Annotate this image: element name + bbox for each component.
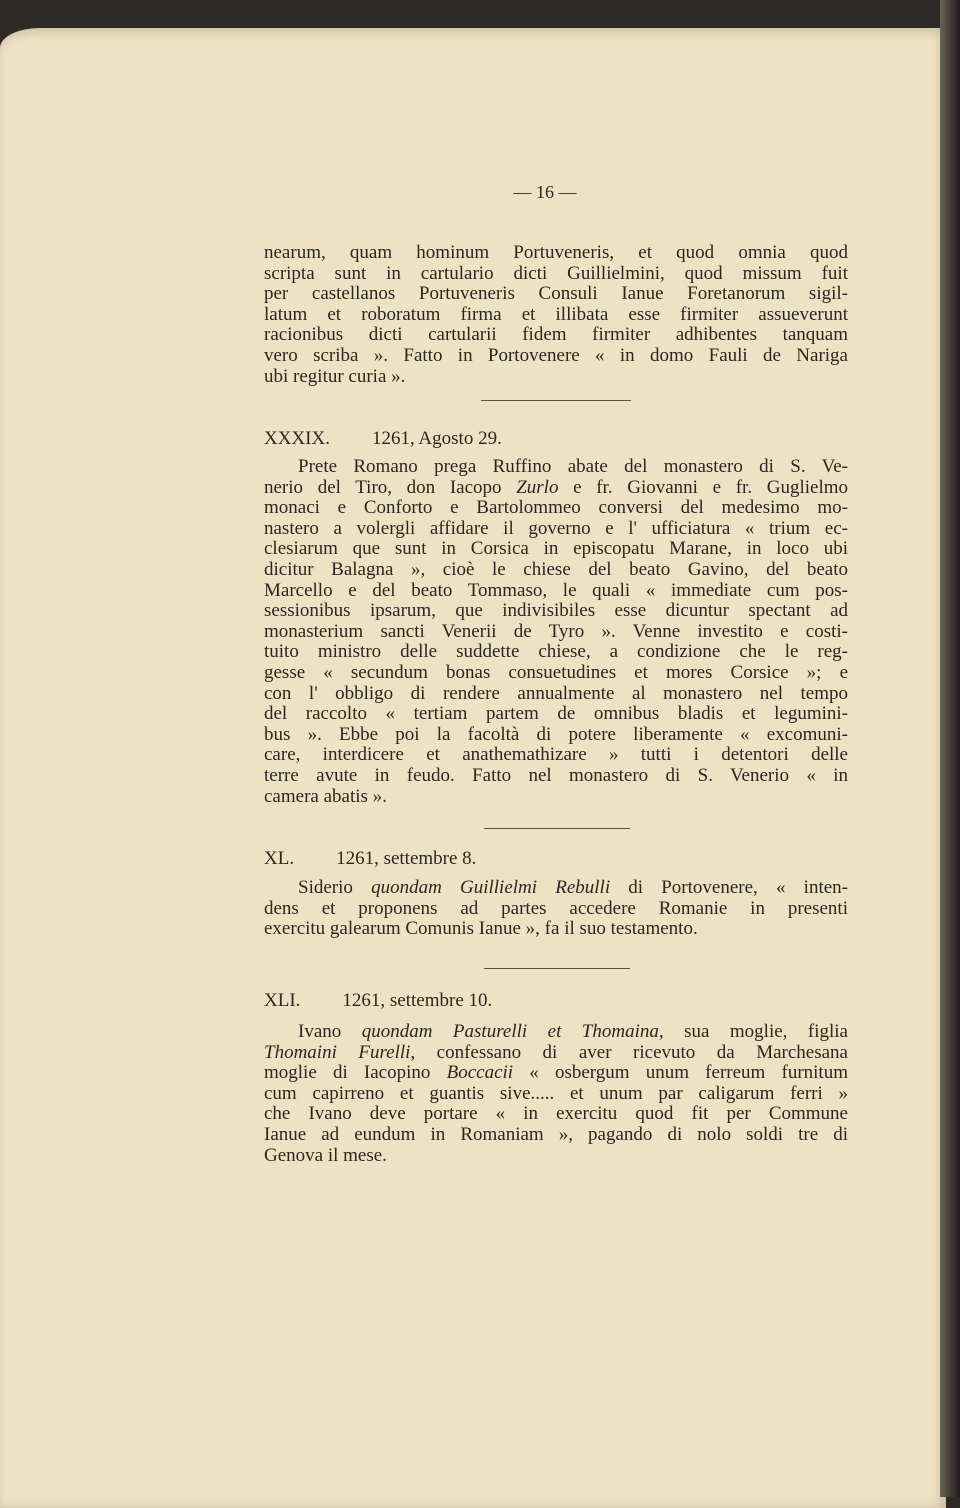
text-line: [264, 899, 848, 920]
book-edge: [940, 0, 960, 1497]
text-line: [264, 919, 848, 940]
text-line: [264, 787, 848, 808]
text-line: [264, 264, 848, 285]
text-segment: Genova il mese.: [264, 1144, 387, 1166]
text-segment: dicitur Balagna », cioè le chiese del beato Gavino, del beato: [264, 558, 848, 580]
text-segment: che Ivano deve portare « in exercitu quod fit per Commune: [264, 1103, 848, 1125]
text-segment: confessano di aver ricevuto da Marchesana: [415, 1041, 848, 1063]
text-line: [264, 1063, 848, 1084]
text-segment: Prete Romano prega Ruffino abate del monastero di S. Ve-: [298, 456, 848, 477]
text-segment: nearum, quam hominum Portuveneris, et quod omnia quod: [264, 242, 848, 263]
italic-text: Zurlo: [516, 476, 559, 498]
text-line: [264, 519, 848, 540]
divider: [481, 400, 631, 401]
text-segment: cum capirreno et guantis sive..... et unum par caligarum ferri »: [264, 1082, 848, 1104]
entry-date: 1261, settembre 10.: [342, 990, 493, 1011]
text-line: [264, 1043, 848, 1064]
text-line: [264, 766, 848, 787]
text-line: [264, 581, 848, 602]
text-line: [264, 601, 848, 622]
text-segment: bus ». Ebbe poi la facoltà di potere liberamente « excomuni-: [264, 723, 848, 745]
entry-paragraph: [264, 457, 848, 807]
text-line: [264, 684, 848, 705]
text-line: [264, 539, 848, 560]
text-line: [264, 745, 848, 766]
italic-text: Boccacii: [446, 1062, 514, 1084]
text-segment: dens et proponens ad partes accedere Romanie in presenti: [264, 897, 848, 919]
text-segment: ubi regitur curia ».: [264, 365, 406, 387]
text-segment: terre avute in feudo. Fatto nel monastero di S. Venerio « in: [264, 764, 848, 786]
text-segment: latum et roboratum firma et illibata esse firmiter assueverunt: [264, 303, 848, 325]
intro-paragraph: [264, 243, 848, 387]
italic-text: quondam Pasturelli et Thomaina,: [361, 1021, 664, 1042]
italic-text: quondam Guillielmi Rebulli: [371, 877, 611, 898]
text-segment: tuito ministro delle suddette chiese, a condizione che le reg-: [264, 641, 848, 663]
entry-date: 1261, settembre 8.: [336, 848, 477, 869]
entry-number: XLI.: [264, 990, 301, 1011]
text-line: [264, 346, 848, 367]
text-segment: gesse « secundum bonas consuetudines et mores Corsice »; e: [264, 661, 848, 683]
text-segment: Siderio: [298, 877, 372, 898]
text-segment: « osbergum unum ferreum furnitum: [513, 1062, 848, 1084]
entry-number: XL.: [264, 848, 295, 869]
text-line: [264, 305, 848, 326]
text-line: [264, 642, 848, 663]
text-line: [264, 498, 848, 519]
text-line: [264, 457, 848, 478]
text-line: [264, 663, 848, 684]
text-segment: scripta sunt in cartulario dicti Guillielmini, quod missum fuit: [264, 262, 848, 284]
entry-date: 1261, Agosto 29.: [371, 428, 502, 449]
text-segment: monaci e Conforto e Bartolommeo conversi del medesimo mo-: [264, 497, 848, 519]
page-number: — 16 —: [513, 182, 577, 202]
text-line: [264, 1146, 848, 1167]
text-line: [264, 725, 848, 746]
text-segment: racionibus dicti cartularii fidem firmiter adhibentes tanquam: [264, 324, 848, 346]
text-segment: di Portovenere, « inten-: [610, 877, 848, 898]
text-line: [264, 1125, 848, 1146]
entry-paragraph: [264, 1022, 848, 1166]
text-segment: e fr. Giovanni e fr. Guglielmo: [558, 476, 848, 498]
text-line: [264, 478, 848, 499]
text-segment: monasterium sancti Venerii de Tyro ». Venne investito e costi-: [264, 620, 848, 642]
text-segment: nastero a volergli affidare il governo e l' ufficiatura « trium ec-: [264, 517, 848, 539]
italic-text: Thomaini Furelli,: [264, 1041, 416, 1063]
text-line: [264, 1104, 848, 1125]
text-segment: del raccolto « tertiam partem de omnibus bladis et legumini-: [264, 703, 848, 725]
text-segment: nerio del Tiro, don Iacopo: [264, 476, 517, 498]
text-segment: Ianue ad eundum in Romaniam », pagando di nolo soldi tre di: [264, 1123, 848, 1145]
text-segment: sessionibus ipsarum, que indivisibiles esse dicuntur spectant ad: [264, 600, 848, 622]
text-line: [264, 284, 848, 305]
text-line: [264, 325, 848, 346]
entry-heading: [264, 990, 492, 1012]
text-segment: con l' obbligo di rendere annualmente al monastero nel tempo: [264, 682, 848, 704]
text-segment: Ivano: [298, 1021, 362, 1042]
text-segment: care, interdicere et anathemathizare » tutti i detentori delle: [264, 744, 848, 766]
text-line: [264, 560, 848, 581]
text-line: [264, 367, 848, 388]
text-segment: clesiarum que sunt in Corsica in episcopatu Marane, in loco ubi: [264, 538, 848, 560]
text-segment: Marcello e del beato Tommaso, le quali « immediate cum pos-: [264, 579, 848, 601]
text-segment: per castellanos Portuveneris Consuli Ianue Foretanorum sigil-: [264, 283, 848, 305]
text-line: [264, 243, 848, 264]
entry-paragraph: [264, 878, 848, 940]
divider: [484, 828, 630, 829]
text-segment: exercitu galearum Comunis Ianue », fa il suo testamento.: [264, 918, 698, 940]
entry-number: XXXIX.: [264, 428, 330, 449]
entry-heading: [264, 848, 476, 870]
text-segment: camera abatis ».: [264, 785, 387, 807]
text-line: [264, 704, 848, 725]
entry-heading: [264, 428, 502, 450]
text-segment: vero scriba ». Fatto in Portovenere « in domo Fauli de Nariga: [264, 344, 848, 366]
text-segment: moglie di Iacopino: [264, 1062, 447, 1084]
text-line: [264, 878, 848, 899]
text-line: [264, 622, 848, 643]
text-line: [264, 1084, 848, 1105]
divider: [484, 968, 630, 969]
text-line: [264, 1022, 848, 1043]
text-segment: sua moglie, figlia: [663, 1021, 848, 1042]
